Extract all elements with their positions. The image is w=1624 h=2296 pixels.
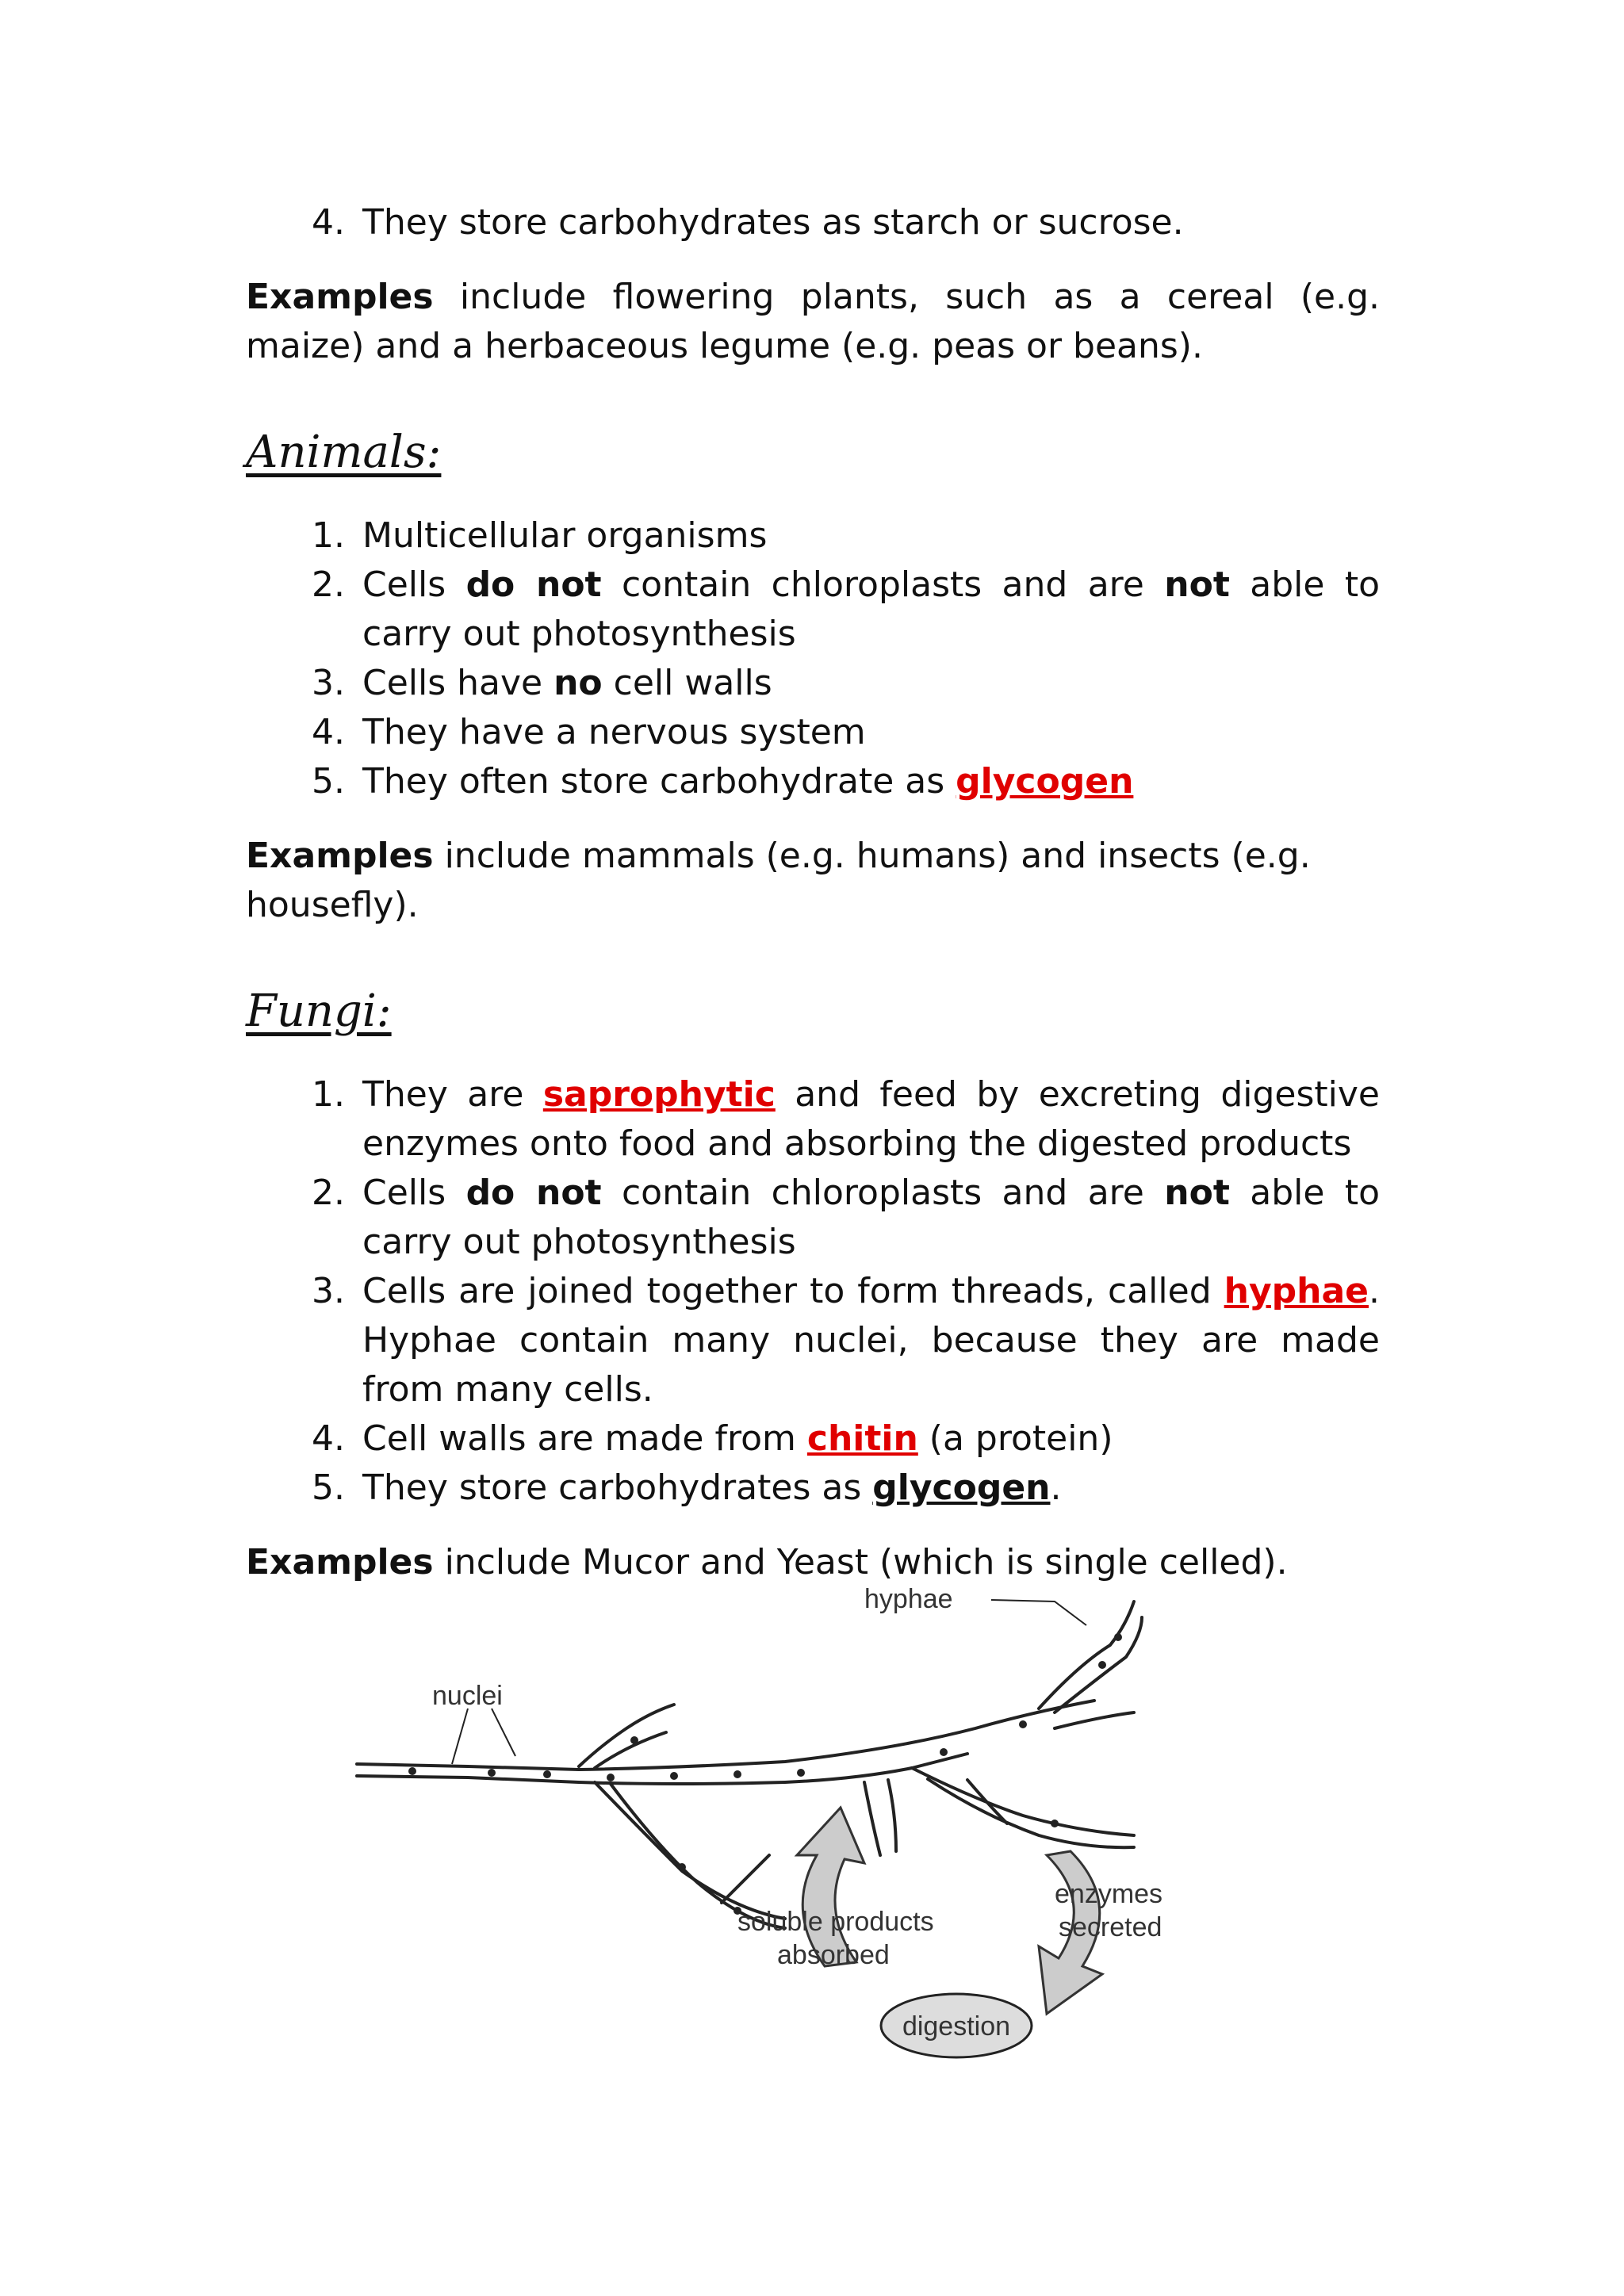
highlight-term: hyphae	[1224, 1271, 1369, 1311]
left-upper-branch	[579, 1705, 674, 1768]
label-absorbed-line1: soluble products	[737, 1907, 934, 1937]
list-number: 1.	[312, 1074, 345, 1115]
text-span: Cells are joined together to form threads, called	[362, 1271, 1224, 1311]
text-span: Cell walls are made from	[362, 1418, 807, 1459]
upper-branch-a	[1039, 1601, 1134, 1709]
text-span: They are	[362, 1074, 543, 1115]
middle-twig	[864, 1780, 896, 1855]
bold-span: do not	[465, 1173, 602, 1213]
list-number: 1.	[312, 515, 345, 556]
examples-text: include flowering plants, such as a cereal (e.g. maize) and a herbaceous legume (e.g. peas or beans).	[246, 277, 1380, 366]
animals-examples	[246, 832, 1380, 930]
hyphae-drawing	[357, 1601, 1142, 1928]
text-span: cell walls	[602, 663, 772, 703]
nuclei-dots	[408, 1633, 1122, 1915]
right-twig	[967, 1780, 1007, 1823]
text-span: contain chloroplasts and are	[601, 1173, 1165, 1213]
label-leaders	[452, 1600, 1086, 1764]
list-text	[345, 1169, 1380, 1267]
list-number: 4.	[312, 1418, 345, 1459]
list-text	[345, 1464, 1380, 1513]
list-item	[246, 1070, 1380, 1169]
right-branch-top	[912, 1768, 1134, 1835]
text-span: Multicellular organisms	[362, 515, 768, 556]
highlight-term: chitin	[806, 1418, 918, 1459]
list-item	[246, 757, 1380, 806]
list-text	[345, 757, 1380, 806]
list-number: 3.	[312, 1271, 345, 1311]
list-number: 5.	[312, 1468, 345, 1508]
list-text	[345, 1267, 1380, 1414]
label-enzymes-line2: secreted	[1059, 1912, 1162, 1942]
text-span: Cells	[362, 564, 466, 605]
list-item	[246, 1414, 1380, 1464]
plants-list-tail	[246, 198, 1380, 247]
text-span: .	[1050, 1468, 1062, 1508]
text-span: They often store carbohydrate as	[362, 761, 956, 802]
list-text	[345, 1070, 1380, 1169]
list-number: 4.	[312, 202, 345, 243]
text-span: Cells have	[362, 663, 554, 703]
text-span: able to carry out photosynthesis	[362, 1173, 1380, 1262]
fungi-list	[246, 1070, 1380, 1513]
list-number: 2.	[312, 564, 345, 605]
lower-twig	[722, 1855, 769, 1903]
fungal-hyphae-diagram	[341, 1570, 1197, 2077]
list-item	[246, 659, 1380, 708]
label-digestion: digestion	[902, 2011, 1011, 2042]
bold-span: do not	[465, 564, 602, 605]
list-text	[345, 561, 1380, 659]
list-item	[246, 1267, 1380, 1414]
examples-text: include mammals (e.g. humans) and insects (e.g. housefly).	[246, 836, 1311, 925]
text-span: (a protein)	[917, 1418, 1113, 1459]
list-number: 4.	[312, 712, 345, 752]
examples-label: Examples	[246, 1542, 434, 1582]
upper-branch-c	[1055, 1712, 1134, 1728]
list-text	[345, 708, 1380, 757]
bold-span: no	[553, 663, 603, 703]
underlined-term: glycogen	[872, 1468, 1051, 1508]
text-span: contain chloroplasts and are	[601, 564, 1165, 605]
text-span: They store carbohydrates as	[362, 1468, 873, 1508]
text-span: able to carry out photosynthesis	[362, 564, 1380, 654]
label-hyphae: hyphae	[864, 1584, 953, 1614]
highlight-term: saprophytic	[542, 1074, 776, 1115]
document-body	[246, 198, 1380, 1587]
plants-examples	[246, 273, 1380, 371]
list-number: 3.	[312, 663, 345, 703]
animals-heading: Animals:	[246, 427, 442, 478]
bold-span: not	[1164, 564, 1230, 605]
list-item	[246, 511, 1380, 561]
text-span: and feed by excreting digestive enzymes onto food and absorbing the digested products	[362, 1074, 1380, 1164]
text-span: Cells	[362, 1173, 466, 1213]
list-text	[345, 1414, 1380, 1464]
examples-label: Examples	[246, 836, 434, 876]
list-item	[246, 1464, 1380, 1513]
label-nuclei: nuclei	[432, 1681, 503, 1711]
list-text: They store carbohydrates as starch or sucrose.	[362, 202, 1184, 243]
list-item	[246, 708, 1380, 757]
text-span: They have a nervous system	[362, 712, 866, 752]
examples-label: Examples	[246, 277, 434, 317]
list-number: 5.	[312, 761, 345, 802]
animals-list	[246, 511, 1380, 806]
list-item	[246, 561, 1380, 659]
bold-span: not	[1164, 1173, 1230, 1213]
examples-text: include Mucor and Yeast (which is single celled).	[433, 1542, 1288, 1582]
list-number: 2.	[312, 1173, 345, 1213]
list-item	[246, 198, 1380, 247]
list-text	[345, 659, 1380, 708]
fungi-heading: Fungi:	[246, 985, 392, 1037]
label-enzymes-line1: enzymes	[1055, 1879, 1163, 1909]
highlight-term: glycogen	[956, 761, 1134, 802]
text-span: . Hyphae contain many nuclei, because they are made from many cells.	[362, 1271, 1380, 1410]
list-item	[246, 1169, 1380, 1267]
label-absorbed-line2: absorbed	[777, 1940, 890, 1970]
list-text	[345, 511, 1380, 561]
